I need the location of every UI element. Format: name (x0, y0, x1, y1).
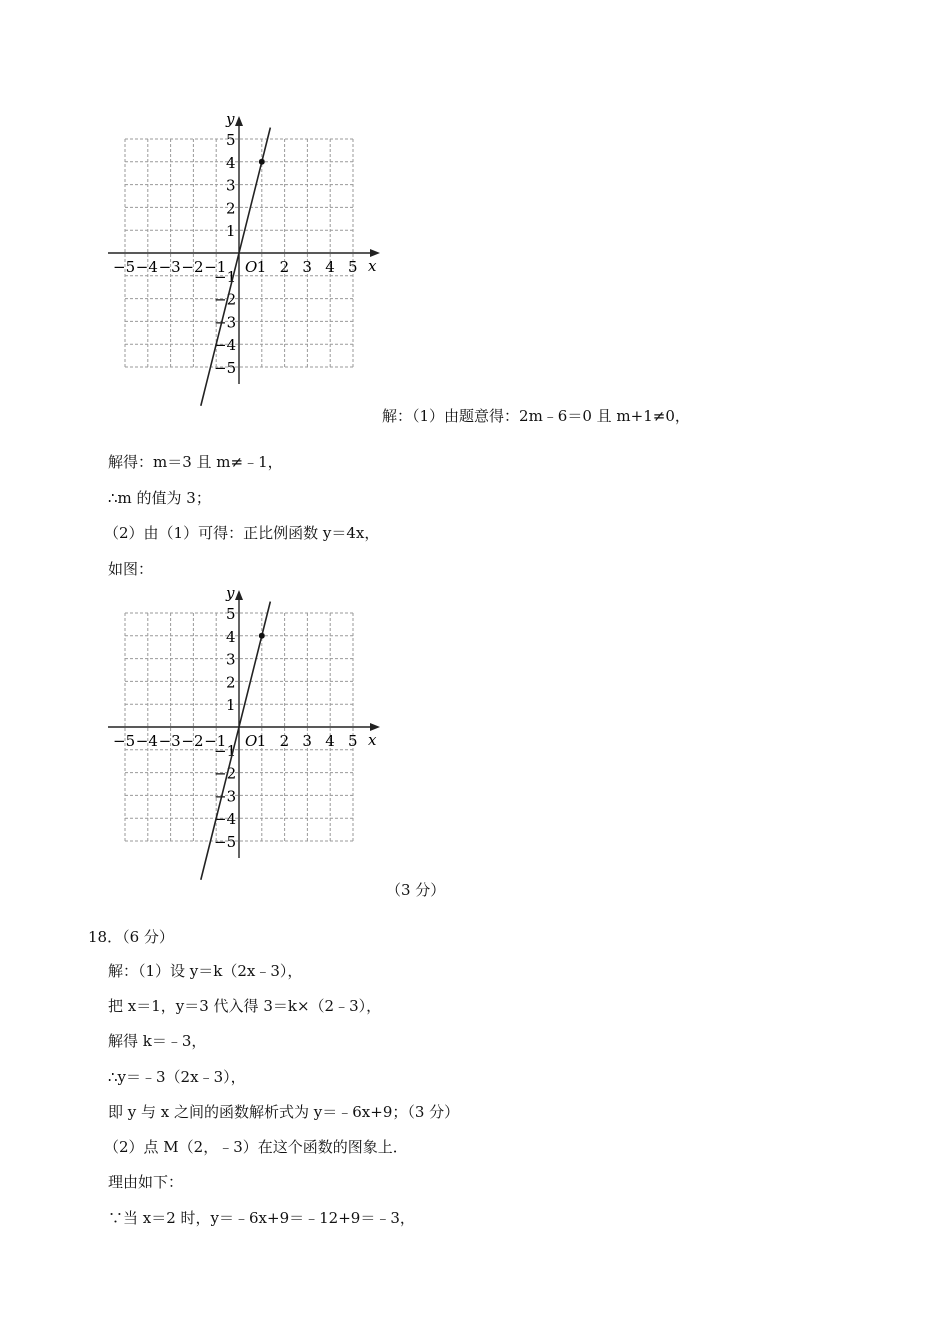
x-tick-label: −3 (158, 732, 181, 750)
x-tick-label: −5 (113, 732, 136, 750)
x-tick-label: 1 (256, 258, 267, 276)
y-axis-label: y (226, 110, 235, 128)
text-line: ∴m 的值为 3； (108, 489, 211, 507)
x-tick-label: 2 (279, 258, 290, 276)
y-tick-label: −2 (214, 764, 237, 783)
point-marker (259, 159, 265, 165)
text-line: 解：（1）设 y＝k（2x﹣3）， (108, 962, 303, 980)
text-line: 解得 k＝﹣3， (108, 1032, 207, 1050)
x-tick-label: 4 (325, 732, 335, 750)
coordinate-graph-2 (100, 582, 390, 897)
x-axis-label: x (368, 257, 377, 275)
text-line: ∵当 x＝2 时，y＝﹣6x+9＝﹣12+9＝﹣3， (108, 1209, 415, 1227)
x-tick-label: −1 (204, 732, 227, 750)
y-tick-label: 5 (226, 131, 236, 149)
coordinate-plane (100, 108, 390, 423)
y-tick-label: 5 (226, 605, 236, 623)
x-tick-label: −2 (181, 258, 204, 276)
y-tick-label: 1 (226, 696, 236, 715)
y-tick-label: −2 (214, 290, 237, 309)
x-tick-label: −2 (181, 732, 204, 750)
origin-label: O (245, 258, 258, 276)
y-tick-label: 2 (226, 673, 236, 692)
y-axis-arrow (235, 116, 243, 126)
x-axis-arrow (370, 723, 380, 731)
x-tick-label: 3 (302, 732, 312, 750)
y-tick-label: 2 (226, 199, 236, 218)
y-tick-label: 3 (226, 650, 236, 669)
score-note: （3 分） (386, 881, 446, 899)
x-tick-label: −1 (204, 258, 227, 276)
y-tick-label: −3 (214, 787, 237, 806)
y-axis-label: y (226, 584, 235, 602)
y-tick-label: −1 (214, 267, 237, 286)
y-tick-label: −3 (214, 313, 237, 332)
y-tick-label: −5 (214, 833, 237, 851)
text-line: 解得：m＝3 且 m≠﹣1， (108, 453, 283, 471)
x-axis-label: x (368, 731, 377, 749)
x-axis-arrow (370, 249, 380, 257)
coordinate-plane (100, 582, 390, 897)
text-line: （2）点 M（2，﹣3）在这个函数的图象上． (104, 1138, 408, 1156)
text-line: 理由如下： (108, 1173, 184, 1191)
text-line: 即 y 与 x 之间的函数解析式为 y＝﹣6x+9；（3 分） (108, 1103, 460, 1121)
y-tick-label: −4 (214, 336, 237, 355)
x-tick-label: −4 (135, 258, 158, 276)
y-tick-label: 1 (226, 222, 236, 241)
text-line: ∴y＝﹣3（2x﹣3）， (108, 1068, 246, 1086)
x-tick-label: 4 (325, 258, 335, 276)
x-tick-label: 5 (348, 258, 358, 276)
text-line: 把 x＝1，y＝3 代入得 3＝k×（2﹣3）， (108, 997, 382, 1015)
x-tick-label: −3 (158, 258, 181, 276)
origin-label: O (245, 732, 258, 750)
solution-part1-line: 解：（1）由题意得：2m﹣6＝0 且 m+1≠0， (382, 407, 690, 425)
coordinate-graph-1 (100, 108, 390, 423)
y-tick-label: −1 (214, 741, 237, 760)
x-tick-label: −5 (113, 258, 136, 276)
text-line: 如图： (108, 560, 154, 578)
y-tick-label: 4 (226, 627, 236, 646)
y-tick-label: −5 (214, 359, 237, 377)
y-tick-label: 3 (226, 176, 236, 195)
x-tick-label: 1 (256, 732, 267, 750)
point-marker (259, 633, 265, 639)
y-tick-label: −4 (214, 810, 237, 829)
x-tick-label: 3 (302, 258, 312, 276)
y-axis-arrow (235, 590, 243, 600)
x-tick-label: 5 (348, 732, 358, 750)
x-tick-label: −4 (135, 732, 158, 750)
text-line: （2）由（1）可得：正比例函数 y＝4x， (104, 524, 380, 542)
x-tick-label: 2 (279, 732, 290, 750)
y-tick-label: 4 (226, 153, 236, 172)
question-18-header: 18．（6 分） (88, 928, 174, 946)
